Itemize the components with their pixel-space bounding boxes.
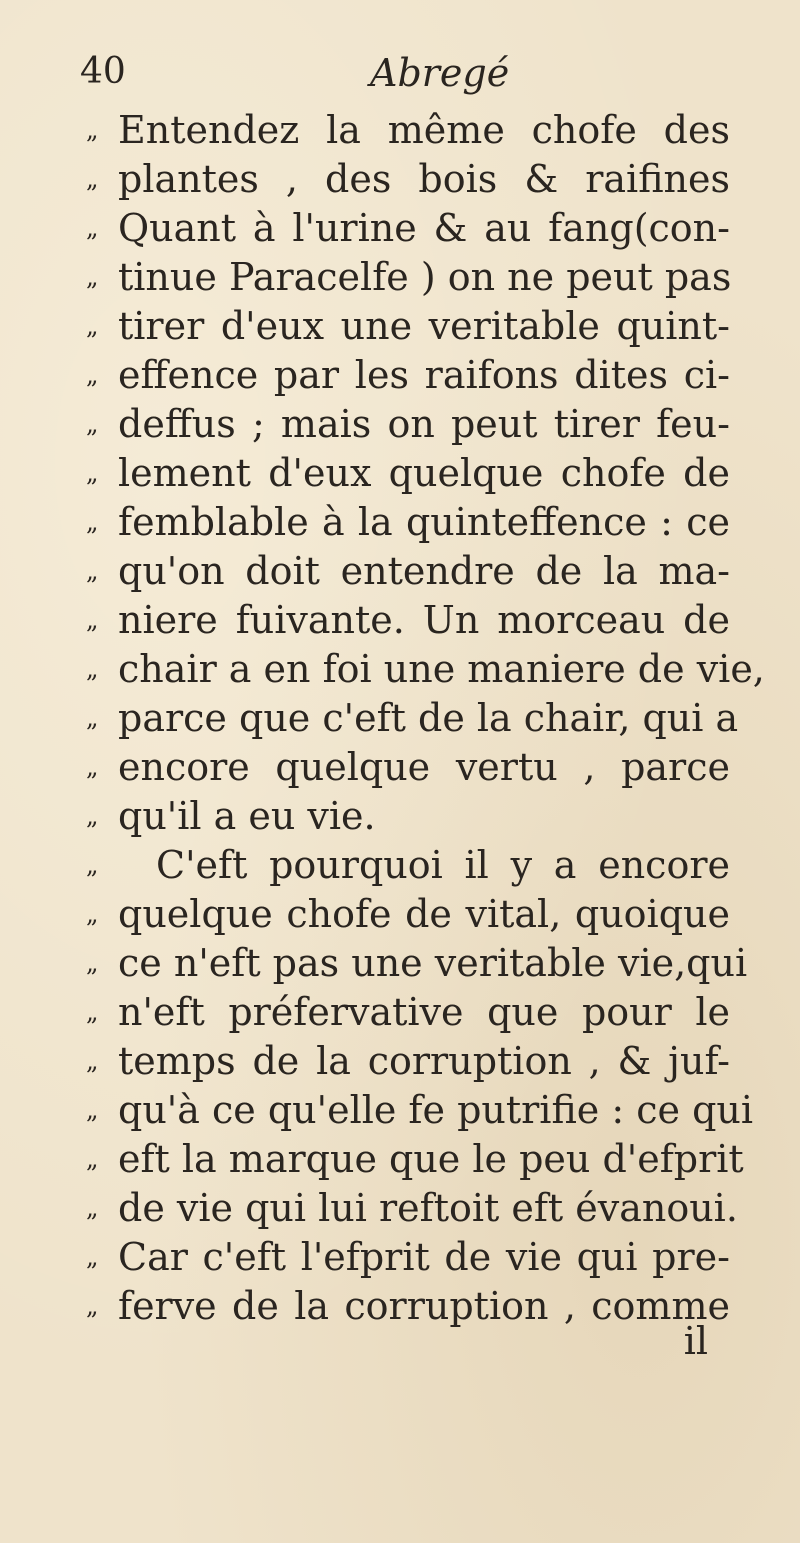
running-head: Abregé (370, 51, 510, 95)
text-line (86, 596, 730, 645)
text-line (86, 400, 730, 449)
line-text: parce que c'eft de la chair, qui a (118, 696, 739, 740)
quote-mark: „ (86, 704, 99, 732)
quote-mark: „ (86, 1194, 99, 1222)
quote-mark: „ (86, 116, 99, 144)
page-number: 40 (80, 51, 126, 92)
text-line (86, 253, 732, 302)
line-text: de vie qui lui reftoit eft évanoui. (118, 1186, 738, 1230)
line-text: plantes , des bois & raifines (118, 157, 730, 201)
line-text: qu'on doit entendre de la ma- (118, 549, 730, 593)
text-line (86, 449, 730, 498)
line-text: femblable à la quinteffence : ce (118, 500, 730, 544)
catchword: il (683, 1319, 708, 1363)
line-text: qu'à ce qu'elle fe putrifie : ce qui (118, 1088, 754, 1132)
quote-mark: „ (86, 851, 99, 879)
line-text: Quant à l'urine & au fang(con- (118, 206, 730, 250)
text-line (86, 351, 730, 400)
page-header (80, 46, 720, 106)
text-line (86, 1037, 730, 1086)
text-line (86, 694, 739, 743)
quote-mark: „ (86, 1047, 99, 1075)
line-text: effence par les raifons dites ci- (118, 353, 730, 397)
quote-mark: „ (86, 361, 99, 389)
quote-mark: „ (86, 312, 99, 340)
text-line (86, 792, 730, 841)
quote-mark: „ (86, 606, 99, 634)
line-text: quelque chofe de vital, quoique (118, 892, 730, 936)
quote-mark: „ (86, 802, 99, 830)
line-text: C'eft pourquoi il y a encore (156, 843, 730, 887)
text-line (86, 155, 730, 204)
text-line (86, 645, 765, 694)
quote-mark: „ (86, 214, 99, 242)
quote-mark: „ (86, 557, 99, 585)
line-text: Entendez la même chofe des (118, 108, 730, 152)
quote-mark: „ (86, 1145, 99, 1173)
line-text: qu'il a eu vie. (118, 794, 376, 838)
text-line (86, 890, 730, 939)
text-line (86, 1184, 738, 1233)
line-text: chair a en foi une maniere de vie, (118, 647, 765, 691)
text-line (86, 106, 730, 155)
line-text: tirer d'eux une veritable quint- (118, 304, 730, 348)
quote-mark: „ (86, 410, 99, 438)
quote-mark: „ (86, 1096, 99, 1124)
quote-mark: „ (86, 1292, 99, 1320)
text-line (86, 204, 730, 253)
text-line (86, 302, 730, 351)
quote-mark: „ (86, 263, 99, 291)
text-line (86, 1135, 744, 1184)
text-line (86, 1233, 730, 1282)
line-text: ce n'eft pas une veritable vie,qui (118, 941, 748, 985)
quote-mark: „ (86, 459, 99, 487)
line-text: Car c'eft l'efprit de vie qui pre- (118, 1235, 730, 1279)
quote-mark: „ (86, 1243, 99, 1271)
line-text: niere fuivante. Un morceau de (118, 598, 730, 642)
line-text: n'eft préfervative que pour le (118, 990, 730, 1034)
line-text: lement d'eux quelque chofe de (118, 451, 730, 495)
line-text: encore quelque vertu , parce (118, 745, 730, 789)
quote-mark: „ (86, 655, 99, 683)
quote-mark: „ (86, 998, 99, 1026)
text-block (86, 106, 765, 1331)
text-line (86, 547, 730, 596)
text-line (86, 988, 730, 1037)
text-line (86, 939, 748, 988)
quote-mark: „ (86, 508, 99, 536)
line-text: eft la marque que le peu d'efprit (118, 1137, 744, 1181)
text-line (86, 1086, 754, 1135)
line-text: deffus ; mais on peut tirer feu- (118, 402, 730, 446)
quote-mark: „ (86, 949, 99, 977)
text-line (86, 743, 730, 792)
line-text: tinue Paracelfe ) on ne peut pas (118, 255, 732, 299)
line-text: ferve de la corruption , comme (118, 1284, 730, 1328)
quote-mark: „ (86, 165, 99, 193)
text-line (86, 1282, 730, 1331)
text-line (86, 841, 730, 890)
quote-mark: „ (86, 753, 99, 781)
quote-mark: „ (86, 900, 99, 928)
line-text: temps de la corruption , & juf- (118, 1039, 730, 1083)
text-line (86, 498, 730, 547)
